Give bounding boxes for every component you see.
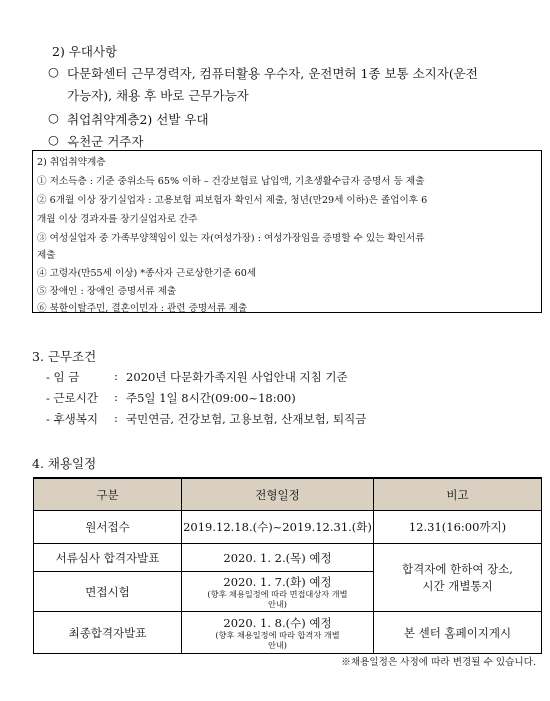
box-title: 2) 취업취약계층 <box>37 157 106 168</box>
box-line: ③ 여성실업자 중 가족부양책임이 있는 자(여성가장) : 여성가장임을 증명할 수 있는 확인서류 <box>37 233 425 244</box>
vulnerable-group-box <box>32 150 542 313</box>
row-date: 2020. 1. 7.(화) 예정 <box>223 574 332 589</box>
preferential-item-1-cont: 가능자), 채용 후 바로 근무가능자 <box>67 88 249 103</box>
row-date: 2019.12.18.(수)~2019.12.31.(화) <box>182 511 374 544</box>
condition-value: 국민연금, 건강보험, 고용보험, 산재보험, 퇴직금 <box>126 412 367 426</box>
remark-text: 합격자에 한하여 장소, 시간 개별통지 <box>402 561 513 593</box>
bullet-marker: ○ <box>48 64 59 79</box>
preferential-heading: 2) 우대사항 <box>52 44 118 59</box>
box-line: ⑤ 장애인 : 장애인 증명서류 제출 <box>37 286 177 297</box>
box-line: ④ 고령자(만55세 이상) *종사자 근로상한기준 60세 <box>37 268 257 279</box>
preferential-item-2: 취업취약계층2) 선발 우대 <box>67 112 209 127</box>
row-date-cell <box>182 572 374 612</box>
box-line: ② 6개월 이상 장기실업자 : 고용보험 피보험자 확인서 제출, 청년(만29세 이하)은 졸업이후 6 <box>37 195 428 206</box>
row-category: 서류심사 합격자발표 <box>34 544 182 572</box>
table-header-row <box>34 478 542 511</box>
conditions-heading: 3. 근무조건 <box>32 349 97 364</box>
condition-value: 2020년 다문화가족지원 사업안내 지침 기준 <box>126 370 348 384</box>
table-row <box>34 544 542 572</box>
header-category: 구분 <box>34 478 182 511</box>
condition-label: - 근로시간 <box>46 391 98 405</box>
schedule-heading: 4. 채용일정 <box>32 456 97 471</box>
row-date-note: (향후 채용일정에 따라 면접대상자 개별안내) <box>207 588 348 609</box>
condition-label: - 후생복지 <box>46 412 98 426</box>
table-row <box>34 612 542 654</box>
condition-value: 주5일 1일 8시간(09:00~18:00) <box>126 391 296 405</box>
row-date: 2020. 1. 2.(목) 예정 <box>182 544 374 572</box>
row-remark <box>374 544 542 612</box>
schedule-footnote: ※채용일정은 사정에 따라 변경될 수 있습니다. <box>341 657 536 668</box>
row-category: 최종합격자발표 <box>34 612 182 654</box>
row-category: 원서접수 <box>34 511 182 544</box>
condition-separator: : <box>114 411 118 425</box>
bullet-marker: ○ <box>48 132 59 147</box>
row-date-note: (향후 채용일정에 따라 합격자 개별안내) <box>215 629 340 650</box>
box-line: ⑥ 북한이탈주민, 결혼이민자 : 관련 증명서류 제출 <box>37 303 248 314</box>
box-line: 제출 <box>37 250 56 261</box>
bullet-marker: ○ <box>48 110 59 125</box>
box-line: ① 저소득층 : 기준 중위소득 65% 이하 – 건강보험료 납입액, 기초생활수급자 증명서 등 제출 <box>37 176 425 187</box>
table-row <box>34 511 542 544</box>
row-date-cell <box>182 612 374 654</box>
condition-label: - 임 금 <box>46 370 80 384</box>
row-date: 2020. 1. 8.(수) 예정 <box>223 615 332 630</box>
box-line: 개월 이상 경과자를 장기실업자로 간주 <box>37 214 198 225</box>
row-remark: 본 센터 홈페이지게시 <box>374 612 542 654</box>
header-date: 전형일정 <box>182 478 374 511</box>
row-category: 면접시험 <box>34 572 182 612</box>
header-remark: 비고 <box>374 478 542 511</box>
schedule-table <box>33 477 542 654</box>
row-remark: 12.31(16:00까지) <box>374 511 542 544</box>
condition-separator: : <box>114 390 118 404</box>
preferential-item-3: 옥천군 거주자 <box>67 134 144 149</box>
preferential-item-1: 다문화센터 근무경력자, 컴퓨터활용 우수자, 운전면허 1종 보통 소지자(운전 <box>67 66 478 81</box>
condition-separator: : <box>114 369 118 383</box>
